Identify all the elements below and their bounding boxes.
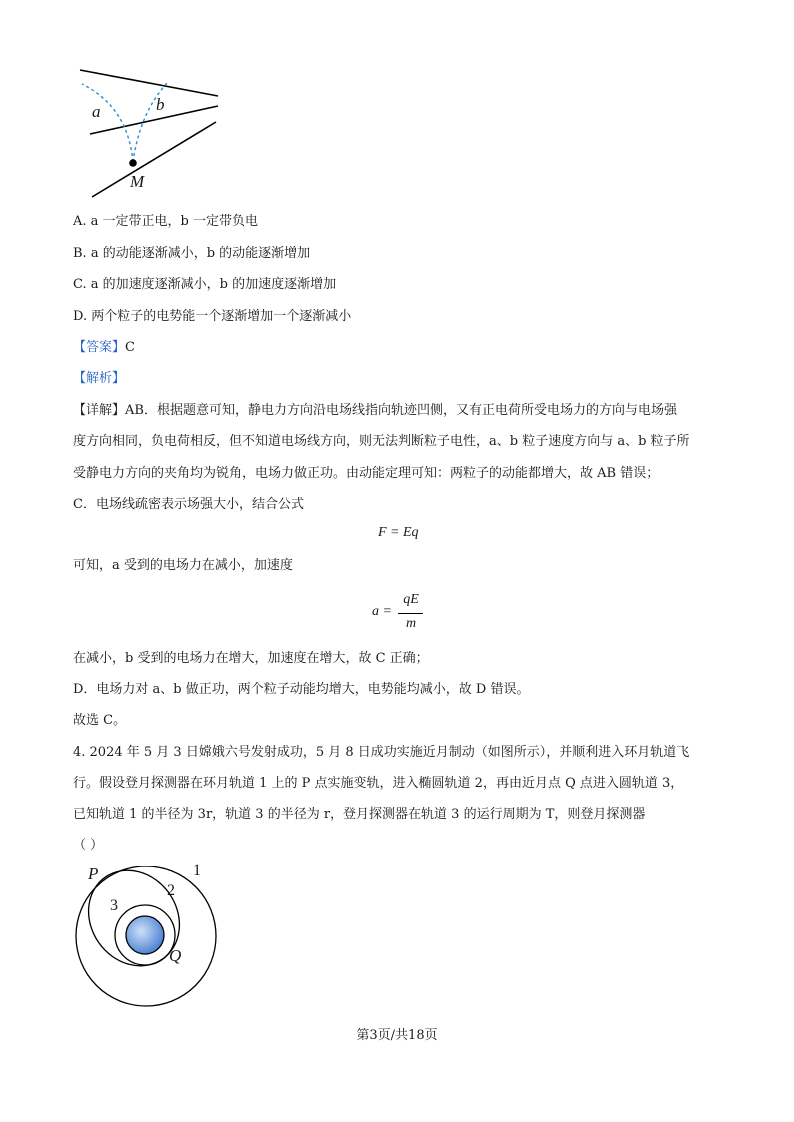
answer-value: C xyxy=(125,340,135,355)
label-q: Q xyxy=(169,946,182,965)
answer-line xyxy=(73,340,135,356)
question4-line-3: 已知轨道 1 的半径为 3r，轨道 3 的半径为 r，登月探测器在轨道 3 的运行周期为 T，则登月探测器 xyxy=(73,807,646,822)
detail-line-4: C．电场线疏密表示场强大小，结合公式 xyxy=(73,497,304,512)
fraction-bar xyxy=(398,613,423,614)
detail-line-3: 受静电力方向的夹角均为锐角，电场力做正功。由动能定理可知：两粒子的动能都增大，故 AB 错误； xyxy=(73,466,660,481)
answer-tag: 【答案】 xyxy=(73,340,126,355)
detail-line-8: 故选 C。 xyxy=(73,713,127,728)
page-number: 第3页/共18页 xyxy=(356,1028,438,1043)
label-b: b xyxy=(156,95,165,114)
option-c: C. a 的加速度逐渐减小，b 的加速度逐渐增加 xyxy=(73,277,337,292)
field-line-bottom xyxy=(92,122,216,197)
detail-line-2: 度方向相同，负电荷相反，但不知道电场线方向，则无法判断粒子电性，a、b 粒子速度方向与 a、b 粒子所 xyxy=(73,434,690,449)
label-m: M xyxy=(130,172,145,191)
detail-line-1 xyxy=(73,403,677,419)
field-line-top xyxy=(80,70,218,96)
point-m xyxy=(129,159,137,167)
formula-denominator: m xyxy=(405,616,417,631)
moon xyxy=(126,916,164,954)
formula-numerator: qE xyxy=(403,592,419,607)
detail-tag: 【详解】 xyxy=(73,403,126,418)
label-p: P xyxy=(88,864,99,883)
detail-line-6: 在减小，b 受到的电场力在增大，加速度在增大，故 C 正确； xyxy=(73,651,429,666)
option-d: D. 两个粒子的电势能一个逐渐增加一个逐渐减小 xyxy=(73,309,352,324)
detail-text-1: AB．根据题意可知，静电力方向沿电场线指向轨迹凹侧，又有正电荷所受电场力的方向与电场强 xyxy=(125,403,677,418)
label-orbit-1: 1 xyxy=(193,862,201,879)
option-a: A. a 一定带正电，b 一定带负电 xyxy=(73,214,258,229)
option-b: B. a 的动能逐渐减小，b 的动能逐渐增加 xyxy=(73,246,311,261)
formula-lhs: a = xyxy=(372,604,392,619)
field-line-middle xyxy=(90,106,218,134)
field-lines-figure xyxy=(70,62,230,202)
analysis-tag: 【解析】 xyxy=(73,371,126,386)
trajectory-b xyxy=(133,82,168,162)
detail-line-5: 可知，a 受到的电场力在减小，加速度 xyxy=(73,558,293,573)
formula-f-eq: F = Eq xyxy=(378,525,419,540)
label-a: a xyxy=(92,102,101,121)
trajectory-a xyxy=(82,84,133,162)
label-orbit-3: 3 xyxy=(110,897,118,914)
label-orbit-2: 2 xyxy=(167,882,175,899)
formula-acceleration xyxy=(372,592,432,636)
question4-line-1: 4. 2024 年 5 月 3 日嫦娥六号发射成功，5 月 8 日成功实施近月制动（如图所示），并顺利进入环月轨道飞 xyxy=(73,745,690,760)
orbit-figure xyxy=(66,866,241,1011)
question4-line-2: 行。假设登月探测器在环月轨道 1 上的 P 点实施变轨，进入椭圆轨道 2，再由近月点 Q 点进入圆轨道 3， xyxy=(73,776,684,791)
question4-line-4: （ ） xyxy=(73,838,104,853)
detail-line-7: D．电场力对 a、b 做正功，两个粒子动能均增大，电势能均减小，故 D 错误。 xyxy=(73,682,530,697)
